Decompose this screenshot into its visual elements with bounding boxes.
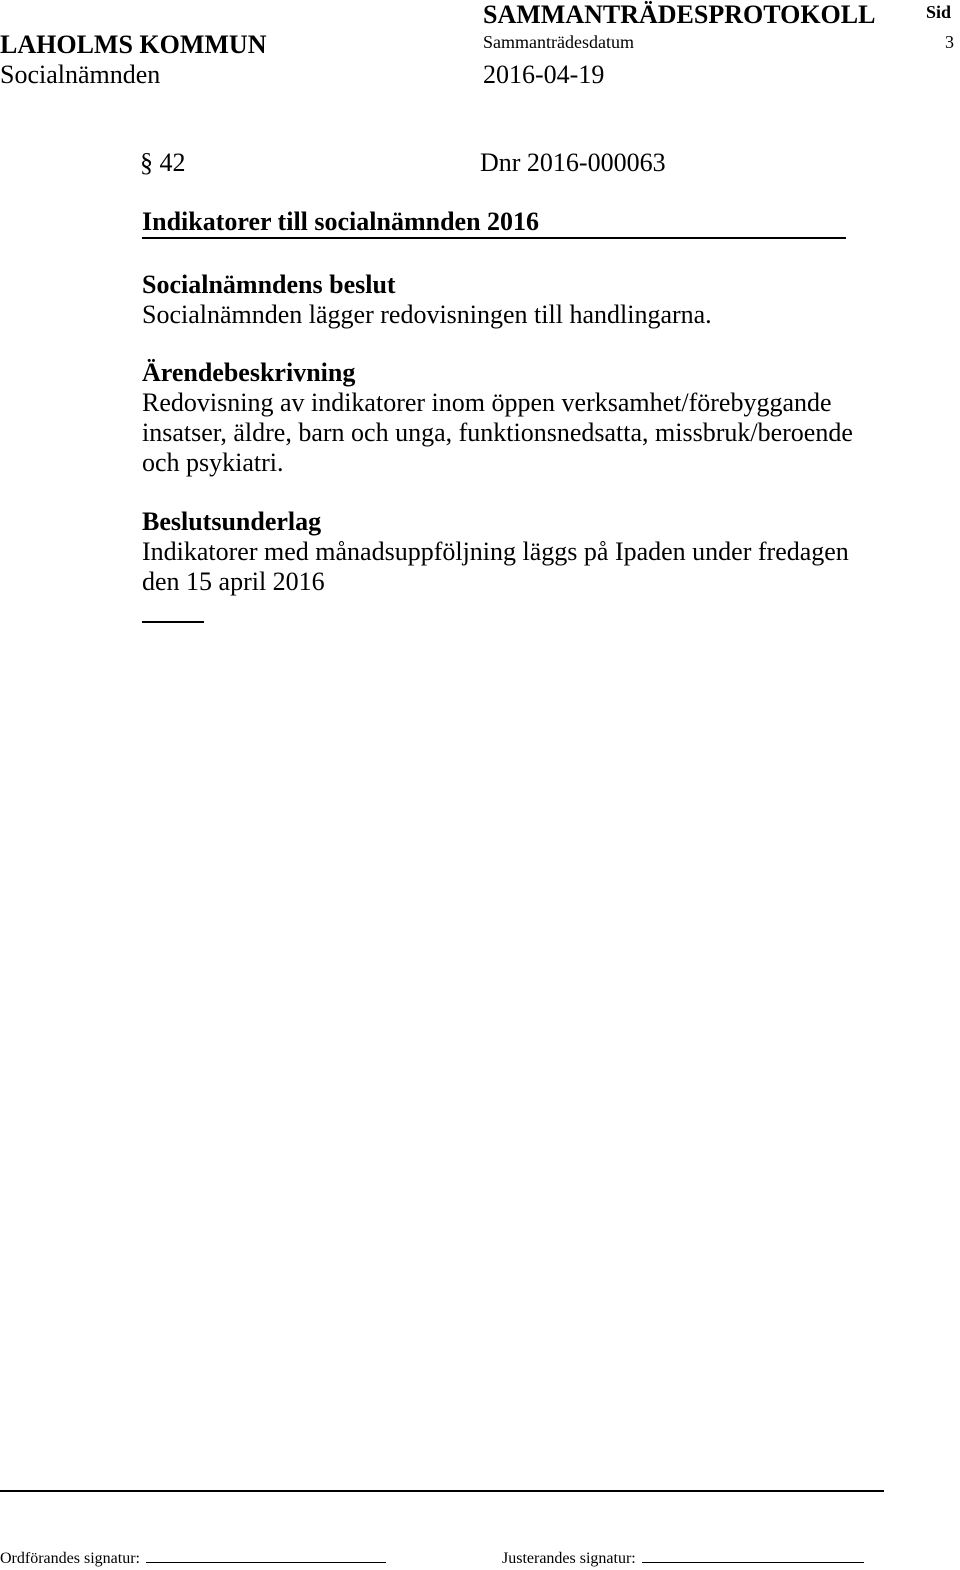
adjuster-signature-label: Justerandes signatur: bbox=[502, 1550, 636, 1567]
section-heading: Socialnämndens beslut bbox=[142, 270, 396, 299]
description-section bbox=[142, 358, 862, 478]
adjuster-signature-line bbox=[642, 1548, 864, 1563]
document-type: SAMMANTRÄDESPROTOKOLL bbox=[483, 0, 876, 29]
organization-name: LAHOLMS KOMMUN bbox=[0, 30, 267, 59]
section-end-divider bbox=[142, 621, 204, 623]
paragraph-number: § 42 bbox=[140, 148, 186, 177]
section-text: Redovisning av indikatorer inom öppen verksamhet/förebyggande insatser, äldre, barn och unga, funktionsnedsatta, missbruk/beroende och psykiatri. bbox=[142, 388, 853, 477]
page-label: Sid bbox=[926, 2, 952, 22]
meeting-date: 2016-04-19 bbox=[483, 60, 605, 89]
chair-signature-label: Ordförandes signatur: bbox=[0, 1550, 140, 1567]
department-name: Socialnämnden bbox=[0, 60, 161, 89]
footer-divider bbox=[0, 1490, 884, 1492]
case-number: Dnr 2016-000063 bbox=[480, 148, 666, 177]
section-text: Socialnämnden lägger redovisningen till handlingarna. bbox=[142, 300, 712, 329]
paragraph-title-container bbox=[142, 207, 846, 237]
title-underline bbox=[142, 237, 846, 239]
section-heading: Ärendebeskrivning bbox=[142, 358, 356, 387]
paragraph-title: Indikatorer till socialnämnden 2016 bbox=[142, 207, 540, 236]
chair-signature bbox=[0, 1548, 386, 1568]
chair-signature-line bbox=[146, 1548, 386, 1563]
page-number: 3 bbox=[945, 32, 954, 52]
basis-section bbox=[142, 507, 862, 597]
decision-section bbox=[142, 270, 862, 330]
section-heading: Beslutsunderlag bbox=[142, 507, 322, 536]
adjuster-signature bbox=[502, 1548, 864, 1568]
section-text: Indikatorer med månadsuppföljning läggs på Ipaden under fredagen den 15 april 2016 bbox=[142, 537, 849, 596]
meeting-date-label: Sammanträdesdatum bbox=[483, 32, 634, 52]
